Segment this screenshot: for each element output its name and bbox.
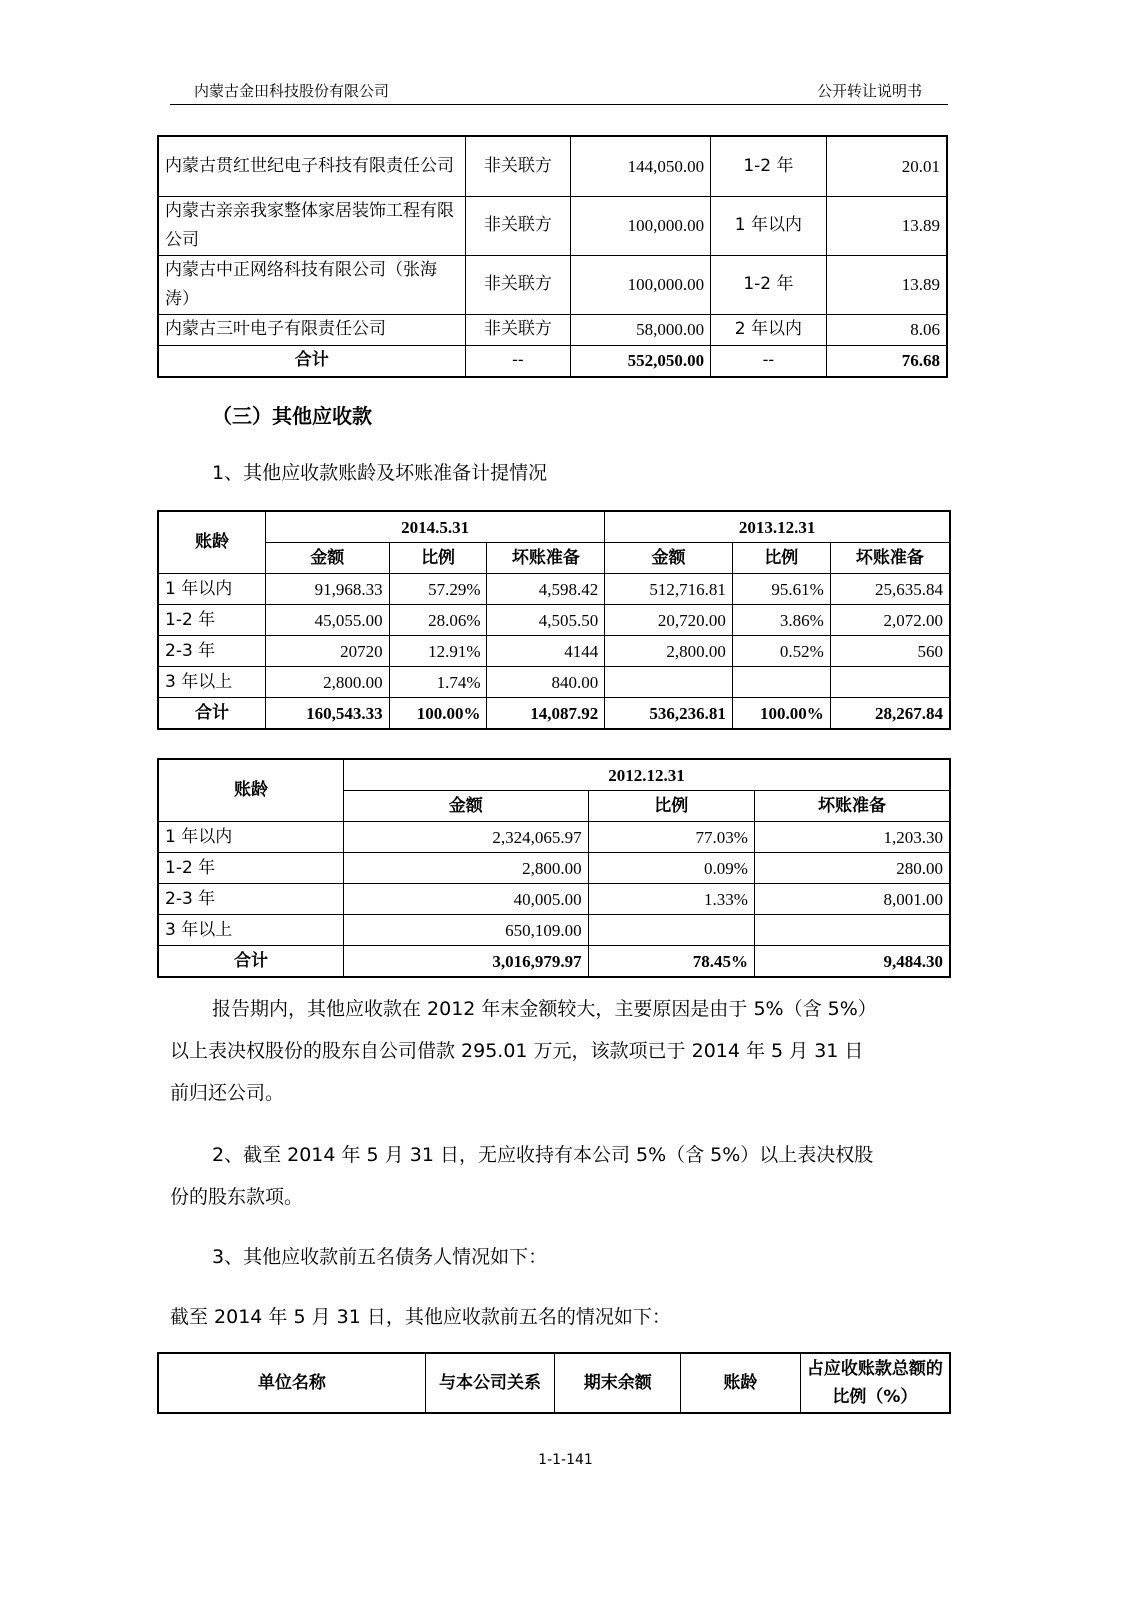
header-doc-title: 公开转让说明书 xyxy=(816,82,922,100)
value-cell: 12.91% xyxy=(389,636,487,667)
age-cell: 1 年以内 xyxy=(158,574,265,605)
total-label: 合计 xyxy=(158,698,265,730)
total-cell: 78.45% xyxy=(588,946,754,978)
table-row xyxy=(158,915,950,946)
table-row xyxy=(158,667,950,698)
total-row xyxy=(158,946,950,978)
col-header: 比例 xyxy=(588,791,754,822)
value-cell: 2,800.00 xyxy=(605,636,733,667)
col-header: 金额 xyxy=(605,543,733,574)
col-header: 期末余额 xyxy=(555,1353,681,1413)
value-cell: 4144 xyxy=(487,636,605,667)
section-title: （三）其他应收款 xyxy=(212,404,372,428)
paragraph-shareholder xyxy=(170,1134,948,1218)
amount: 100,000.00 xyxy=(571,196,711,255)
total-ratio: 76.68 xyxy=(826,345,947,377)
value-cell: 2,800.00 xyxy=(265,667,389,698)
total-cell: 100.00% xyxy=(732,698,830,730)
value-cell: 512,716.81 xyxy=(605,574,733,605)
value-cell: 0.52% xyxy=(732,636,830,667)
value-cell: 8,001.00 xyxy=(754,884,950,915)
value-cell: 91,968.33 xyxy=(265,574,389,605)
ratio: 13.89 xyxy=(826,255,947,314)
value-cell: 4,505.50 xyxy=(487,605,605,636)
col-header: 坏账准备 xyxy=(487,543,605,574)
ratio: 13.89 xyxy=(826,196,947,255)
table-row xyxy=(158,196,947,255)
table-row xyxy=(158,822,950,853)
value-cell: 2,800.00 xyxy=(343,853,588,884)
total-cell: 160,543.33 xyxy=(265,698,389,730)
col-header: 占应收账款总额的比例（%） xyxy=(800,1353,950,1413)
total-row xyxy=(158,345,947,377)
total-label: 合计 xyxy=(158,946,343,978)
age-cell: 1-2 年 xyxy=(158,605,265,636)
total-cell: 100.00% xyxy=(389,698,487,730)
header-row xyxy=(158,543,950,574)
value-cell: 4,598.42 xyxy=(487,574,605,605)
age: 2 年以内 xyxy=(711,314,827,345)
total-cell: 3,016,979.97 xyxy=(343,946,588,978)
value-cell: 57.29% xyxy=(389,574,487,605)
col-header: 坏账准备 xyxy=(754,791,950,822)
value-cell: 280.00 xyxy=(754,853,950,884)
col-header: 坏账准备 xyxy=(830,543,950,574)
value-cell: 840.00 xyxy=(487,667,605,698)
value-cell xyxy=(605,667,733,698)
total-relation: -- xyxy=(465,345,571,377)
col-header: 单位名称 xyxy=(158,1353,425,1413)
top-debtors-table xyxy=(157,135,948,378)
value-cell: 1.33% xyxy=(588,884,754,915)
page-number: 1-1-141 xyxy=(538,1452,593,1468)
period-header: 2013.12.31 xyxy=(605,511,950,543)
paragraph-top5-intro: 3、其他应收款前五名债务人情况如下： xyxy=(212,1246,548,1268)
value-cell xyxy=(588,915,754,946)
value-cell: 45,055.00 xyxy=(265,605,389,636)
aging-table-2014-2013 xyxy=(157,510,951,730)
value-cell: 2,072.00 xyxy=(830,605,950,636)
value-cell xyxy=(732,667,830,698)
age-header: 账龄 xyxy=(158,511,265,574)
age-cell: 3 年以上 xyxy=(158,915,343,946)
relation: 非关联方 xyxy=(465,314,571,345)
age-cell: 3 年以上 xyxy=(158,667,265,698)
top5-debtors-table xyxy=(157,1352,951,1414)
period-header: 2012.12.31 xyxy=(343,759,950,791)
value-cell: 2,324,065.97 xyxy=(343,822,588,853)
subsection-1: 1、其他应收款账龄及坏账准备计提情况 xyxy=(212,462,548,484)
value-cell: 650,109.00 xyxy=(343,915,588,946)
paragraph-top5-date: 截至 2014 年 5 月 31 日，其他应收款前五名的情况如下： xyxy=(170,1306,671,1328)
value-cell: 95.61% xyxy=(732,574,830,605)
header-row xyxy=(158,1353,950,1413)
paragraph-line: 以上表决权股份的股东自公司借款 295.01 万元，该款项已于 2014 年 5 月 31 日 xyxy=(170,1040,864,1062)
total-cell: 28,267.84 xyxy=(830,698,950,730)
col-header: 金额 xyxy=(265,543,389,574)
value-cell: 3.86% xyxy=(732,605,830,636)
period-header: 2014.5.31 xyxy=(265,511,604,543)
table-row xyxy=(158,853,950,884)
value-cell: 560 xyxy=(830,636,950,667)
value-cell: 1.74% xyxy=(389,667,487,698)
relation: 非关联方 xyxy=(465,196,571,255)
age: 1-2 年 xyxy=(711,255,827,314)
age-cell: 2-3 年 xyxy=(158,884,343,915)
amount: 144,050.00 xyxy=(571,136,711,196)
value-cell: 77.03% xyxy=(588,822,754,853)
aging-table-2012 xyxy=(157,758,951,978)
total-cell: 536,236.81 xyxy=(605,698,733,730)
col-header: 账龄 xyxy=(681,1353,801,1413)
paragraph-line: 2、截至 2014 年 5 月 31 日，无应收持有本公司 5%（含 5%）以上表决权股 xyxy=(212,1144,874,1166)
value-cell: 1,203.30 xyxy=(754,822,950,853)
value-cell: 25,635.84 xyxy=(830,574,950,605)
value-cell xyxy=(754,915,950,946)
company-name: 内蒙古贯红世纪电子科技有限责任公司 xyxy=(158,136,465,196)
value-cell: 20,720.00 xyxy=(605,605,733,636)
age: 1 年以内 xyxy=(711,196,827,255)
paragraph-explanation xyxy=(170,988,948,1114)
company-name: 内蒙古中正网络科技有限公司（张海涛） xyxy=(158,255,465,314)
col-header: 金额 xyxy=(343,791,588,822)
table-row xyxy=(158,314,947,345)
relation: 非关联方 xyxy=(465,255,571,314)
paragraph-line: 前归还公司。 xyxy=(170,1082,285,1104)
total-row xyxy=(158,698,950,730)
value-cell xyxy=(830,667,950,698)
total-age: -- xyxy=(711,345,827,377)
paragraph-line: 份的股东款项。 xyxy=(170,1186,304,1208)
amount: 100,000.00 xyxy=(571,255,711,314)
amount: 58,000.00 xyxy=(571,314,711,345)
table-row xyxy=(158,574,950,605)
page-header xyxy=(170,78,948,105)
age-cell: 1-2 年 xyxy=(158,853,343,884)
total-amount: 552,050.00 xyxy=(571,345,711,377)
company-name: 内蒙古亲亲我家整体家居装饰工程有限公司 xyxy=(158,196,465,255)
table-row xyxy=(158,255,947,314)
age-cell: 1 年以内 xyxy=(158,822,343,853)
company-name: 内蒙古三叶电子有限责任公司 xyxy=(158,314,465,345)
total-label: 合计 xyxy=(158,345,465,377)
header-row xyxy=(158,759,950,791)
age-header: 账龄 xyxy=(158,759,343,822)
age: 1-2 年 xyxy=(711,136,827,196)
table-row xyxy=(158,605,950,636)
table-row xyxy=(158,636,950,667)
total-cell: 9,484.30 xyxy=(754,946,950,978)
total-cell: 14,087.92 xyxy=(487,698,605,730)
ratio: 20.01 xyxy=(826,136,947,196)
paragraph-line: 报告期内，其他应收款在 2012 年末金额较大，主要原因是由于 5%（含 5%） xyxy=(212,998,877,1020)
col-header: 比例 xyxy=(389,543,487,574)
age-cell: 2-3 年 xyxy=(158,636,265,667)
value-cell: 28.06% xyxy=(389,605,487,636)
table-row xyxy=(158,136,947,196)
value-cell: 40,005.00 xyxy=(343,884,588,915)
header-row xyxy=(158,511,950,543)
ratio: 8.06 xyxy=(826,314,947,345)
value-cell: 20720 xyxy=(265,636,389,667)
value-cell: 0.09% xyxy=(588,853,754,884)
header-company: 内蒙古金田科技股份有限公司 xyxy=(194,82,390,100)
col-header: 比例 xyxy=(732,543,830,574)
relation: 非关联方 xyxy=(465,136,571,196)
table-row xyxy=(158,884,950,915)
col-header: 与本公司关系 xyxy=(425,1353,555,1413)
